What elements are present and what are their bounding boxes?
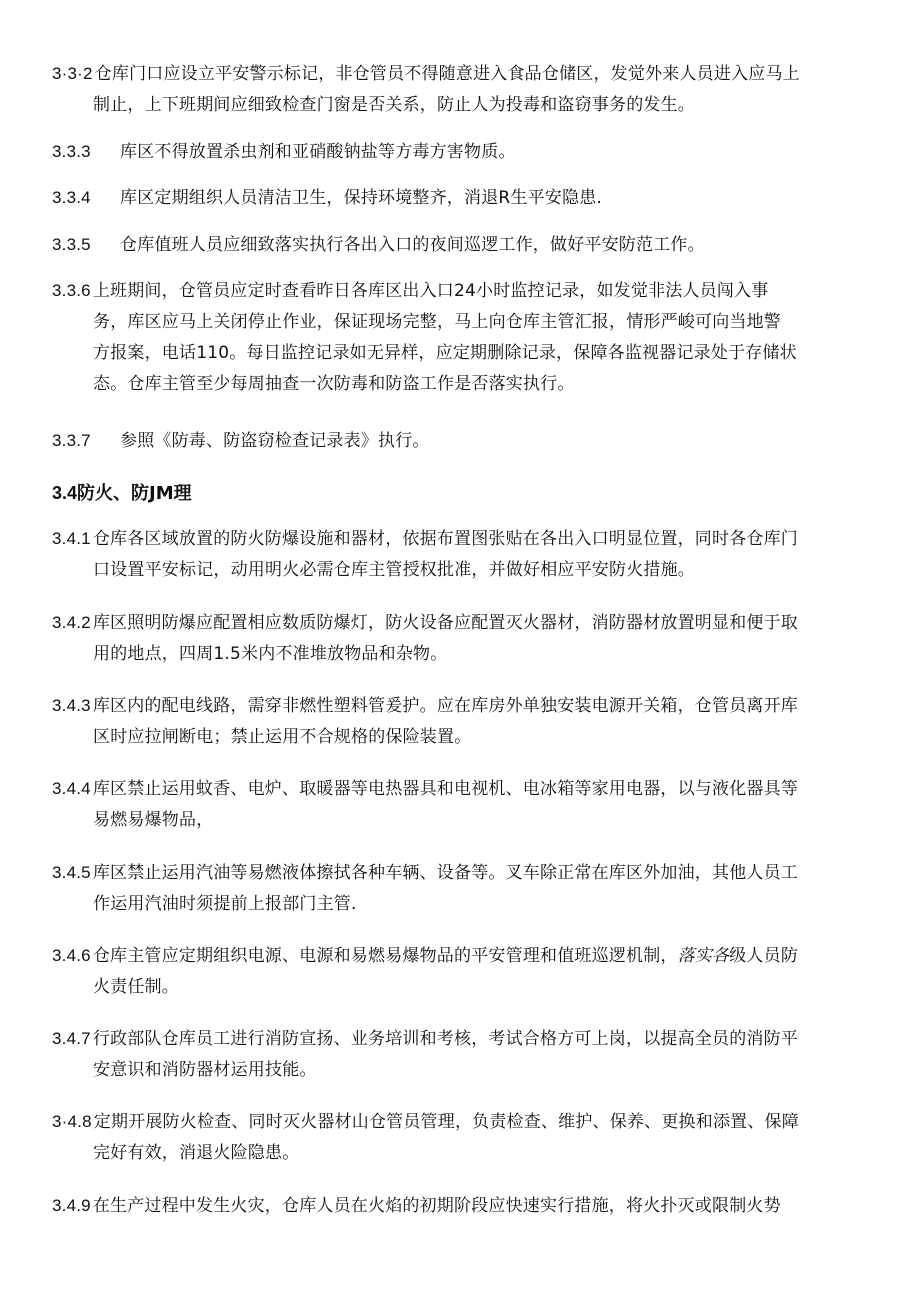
section-title: 防火、防JM理 (77, 483, 192, 504)
paragraph-continuation: 用的地点，四周1.5米内不准堆放物品和杂物。 (93, 644, 448, 664)
paragraph-number: 3·4.8 (52, 1112, 92, 1131)
paragraph-text: 库区不得放置杀虫剂和亚硝酸钠盐等方毒方害物质。 (120, 142, 516, 162)
paragraph-number: 3.3.4 (52, 188, 91, 207)
paragraph-number: 3.4.6 (52, 946, 91, 965)
paragraph-3-4-3 (52, 690, 867, 753)
paragraph-number: 3.4.7 (52, 1029, 91, 1048)
paragraph-3-4-2 (52, 607, 867, 670)
paragraph-3-4-6 (52, 940, 867, 1003)
paragraph-3-3-2 (52, 58, 867, 121)
section-heading (52, 478, 192, 509)
paragraph-text: 在生产过程中发生火灾，仓库人员在火焰的初期阶段应快速实行措施，将火扑灭或限制火势 (92, 1196, 781, 1216)
paragraph-continuation: 安意识和消防器材运用技能。 (93, 1060, 317, 1080)
paragraph-3-4-7 (52, 1023, 867, 1086)
paragraph-text: 库区禁止运用蚊香、电炉、取暖器等电热器具和电视机、电冰箱等家用电器，以与液化器具等 (92, 779, 799, 799)
paragraph-text: 级人员防 (729, 946, 799, 966)
paragraph-continuation: 作运用汽油时须提前上报部门主管. (93, 894, 357, 914)
paragraph-continuation: 完好有效，消退火险隐患。 (93, 1143, 300, 1163)
paragraph-3-4-5 (52, 857, 867, 920)
paragraph-number: 3.4.4 (52, 779, 91, 798)
paragraph-number: 3.4.5 (52, 863, 91, 882)
paragraph-text: 库区定期组织人员清洁卫生，保持环境整齐，消退R生平安隐患. (120, 188, 603, 208)
paragraph-3-3-7 (52, 425, 867, 457)
paragraph-3-3-5 (52, 229, 867, 261)
paragraph-continuation: 方报案，电话110。每日监控记录如无异样，应定期删除记录，保障各监视器记录处于存储状 (93, 343, 797, 363)
paragraph-text: 上班期间，仓管员应定时查看昨日各库区出入口24小时监控记录，如发觉非法人员闯入事 (92, 281, 769, 301)
paragraph-number: 3.4.3 (52, 696, 91, 715)
paragraph-3-4-8 (52, 1106, 867, 1169)
paragraph-text: 参照《防毒、防盗窃检查记录表》执行。 (120, 431, 430, 451)
paragraph-3-3-4 (52, 182, 867, 214)
paragraph-text: 行政部队仓库员工进行消防宣扬、业务培训和考核，考试合格方可上岗，以提高全员的消防平 (92, 1029, 799, 1049)
paragraph-continuation: 易燃易爆物品， (93, 810, 214, 830)
paragraph-number: 3.4.2 (52, 613, 91, 632)
paragraph-continuation: 口设置平安标记，动用明火必需仓库主管授权批准，并做好相应平安防火措施。 (93, 560, 695, 580)
paragraph-number: 3.3.7 (52, 431, 91, 450)
paragraph-3-3-3 (52, 136, 867, 168)
paragraph-3-4-4 (52, 773, 867, 836)
paragraph-continuation: 态。仓库主管至少每周抽查一次防毒和防盗工作是否落实执行。 (93, 374, 575, 394)
paragraph-number: 3.4.9 (52, 1196, 91, 1215)
paragraph-text: 仓库主管应定期组织电源、电源和易燃易爆物品的平安管理和值班巡逻机制， (92, 946, 678, 966)
paragraph-continuation: 区时应拉闸断电；禁止运用不合规格的保险装置。 (93, 727, 472, 747)
paragraph-number: 3.3.6 (52, 281, 91, 300)
paragraph-number: 3.3.5 (52, 235, 91, 254)
section-number: 3.4 (52, 483, 78, 503)
paragraph-text: 定期开展防火检查、同时灭火器材山仓管员管理，负责检查、维护、保养、更换和添置、保障 (93, 1112, 799, 1132)
paragraph-number: 3.4.1 (52, 529, 91, 548)
paragraph-text: 库区内的配电线路，需穿非燃性塑料管爰护。应在库房外单独安装电源开关箱，仓管员离开库 (92, 696, 799, 716)
paragraph-3-4-1 (52, 523, 867, 586)
paragraph-continuation: 制止，上下班期间应细致检查门窗是否关系，防止人为投毒和盗窃事务的发生。 (93, 95, 695, 115)
paragraph-text: 仓库各区域放置的防火防爆设施和器材，依据布置图张贴在各出入口明显位置，同时各仓库门 (92, 529, 799, 549)
paragraph-text-italic: 落实各 (677, 946, 730, 966)
paragraph-text: 仓库值班人员应细致落实执行各出入口的夜间巡逻工作，做好平安防范工作。 (120, 235, 705, 255)
paragraph-3-4-9 (52, 1190, 867, 1222)
paragraph-number: 3.3.3 (52, 142, 91, 161)
paragraph-continuation: 务，库区应马上关闭停止作业，保证现场完整，马上向仓库主管汇报，情形严峻可向当地警 (93, 312, 781, 332)
paragraph-3-3-6 (52, 275, 867, 400)
paragraph-continuation: 火责任制。 (93, 977, 179, 997)
paragraph-text: 库区照明防爆应配置相应数质防爆灯，防火设备应配置灭火器材，消防器材放置明显和便于取 (92, 613, 799, 633)
paragraph-text: 仓库门口应设立平安警示标记，非仓管员不得随意进入食品仓储区，发觉外来人员进入应马上 (94, 64, 800, 84)
paragraph-number: 3·3·2 (52, 64, 93, 83)
paragraph-text: 库区禁止运用汽油等易燃液体擦拭各种车辆、设备等。叉车除正常在库区外加油，其他人员工 (92, 863, 799, 883)
